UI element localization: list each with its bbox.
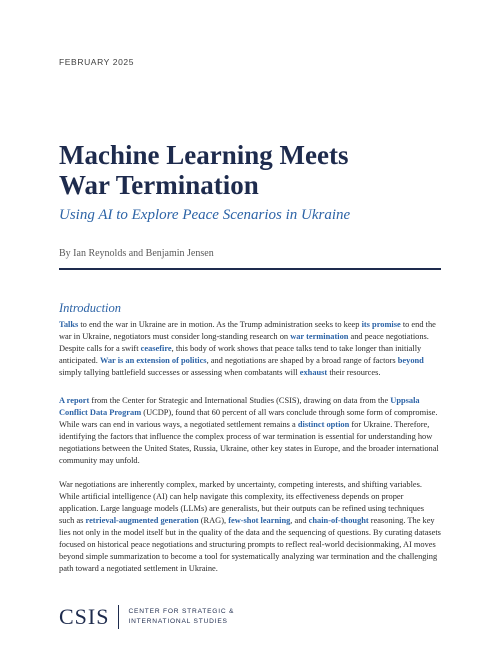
paragraph-text: to end the war in Ukraine, negotiators must consider long-standing research on <box>59 320 436 341</box>
title-divider <box>59 268 441 270</box>
paragraph-2 <box>59 395 441 467</box>
link-a-report[interactable]: A report <box>59 396 90 405</box>
document-title <box>59 140 459 200</box>
link-rag[interactable]: retrieval-augmented generation <box>85 516 199 525</box>
paragraph-1 <box>59 319 441 379</box>
title-line-2: War Termination <box>59 170 259 200</box>
paragraph-text: to end the war in Ukraine are in motion. As the Trump administration seeks to keep <box>78 320 362 329</box>
paragraph-text: , and negotiations are shaped by a broad range of factors <box>206 356 398 365</box>
paragraph-text: (UCDP), found that 60 percent of all wars conclude through some form of compromise. While wars can end in various ways, a negotiated settlement remains a <box>59 408 438 429</box>
csis-wordmark: CSIS <box>59 604 110 629</box>
paragraph-text: War negotiations are inherently complex, marked by uncertainty, competing interests, and shifting variables. While artificial intelligence (AI) can help navigate this complexity, its effectiveness depends on proper application. Large language models (LLMs) are generalists, but their outputs can be refined using techniques such as <box>59 480 424 525</box>
paragraph-text: and peace negotiations. Despite calls for a swift <box>59 332 429 353</box>
section-heading: Introduction <box>59 301 122 315</box>
document-subtitle: Using AI to Explore Peace Scenarios in Ukraine <box>59 207 351 223</box>
title-line-1: Machine Learning Meets <box>59 140 349 170</box>
link-exhaust[interactable]: exhaust <box>299 368 328 377</box>
paragraph-text: , this body of work shows that peace talks tend to take longer than initially anticipated. <box>59 344 422 365</box>
link-beyond[interactable]: beyond <box>397 356 424 365</box>
csis-full-name <box>128 607 234 627</box>
paragraph-text: for Ukraine. Therefore, identifying the factors that influence the complex process of war termination is essential for understanding how negotiations between the United States, Russia, Ukraine, other key states in Europe, and the broader international community may unfold. <box>59 420 439 465</box>
logo-divider <box>118 605 119 629</box>
csis-name-line-1: CENTER FOR STRATEGIC & <box>128 608 235 615</box>
link-ucdp[interactable]: Uppsala Conflict Data Program <box>59 396 420 417</box>
link-distinct-option[interactable]: distinct option <box>297 420 350 429</box>
paragraph-text: reasoning. The key lies not only in the model itself but in the quality of the data and the sequencing of questions. By curating datasets focused on historical peace negotiations and structuring prompts to reflect real-world decisionmaking, AI moves beyond simple summarization to become a tool for systematically analyzing war termination and the challenging path toward a negotiated settlement in Ukraine. <box>59 516 441 573</box>
link-its-promise[interactable]: its promise <box>361 320 401 329</box>
link-ceasefire[interactable]: ceasefire <box>140 344 172 353</box>
author-byline: By Ian Reynolds and Benjamin Jensen <box>59 248 214 259</box>
publication-date: FEBRUARY 2025 <box>59 57 135 67</box>
csis-name-line-2: INTERNATIONAL STUDIES <box>128 618 228 625</box>
link-extension-of-politics[interactable]: War is an extension of politics <box>99 356 207 365</box>
link-talks[interactable]: Talks <box>59 320 79 329</box>
paragraph-text: simply tallying battlefield successes or assessing when combatants will <box>59 368 300 377</box>
link-chain-of-thought[interactable]: chain-of-thought <box>308 516 369 525</box>
link-war-termination[interactable]: war termination <box>290 332 349 341</box>
paragraph-text: (RAG), <box>198 516 229 525</box>
paragraph-text: , and <box>290 516 309 525</box>
paragraph-text: from the Center for Strategic and International Studies (CSIS), drawing on data from the <box>89 396 391 405</box>
link-few-shot-learning[interactable]: few-shot learning <box>228 516 291 525</box>
paragraph-text: their resources. <box>327 368 381 377</box>
paragraph-3 <box>59 479 441 575</box>
csis-logo <box>59 602 234 632</box>
